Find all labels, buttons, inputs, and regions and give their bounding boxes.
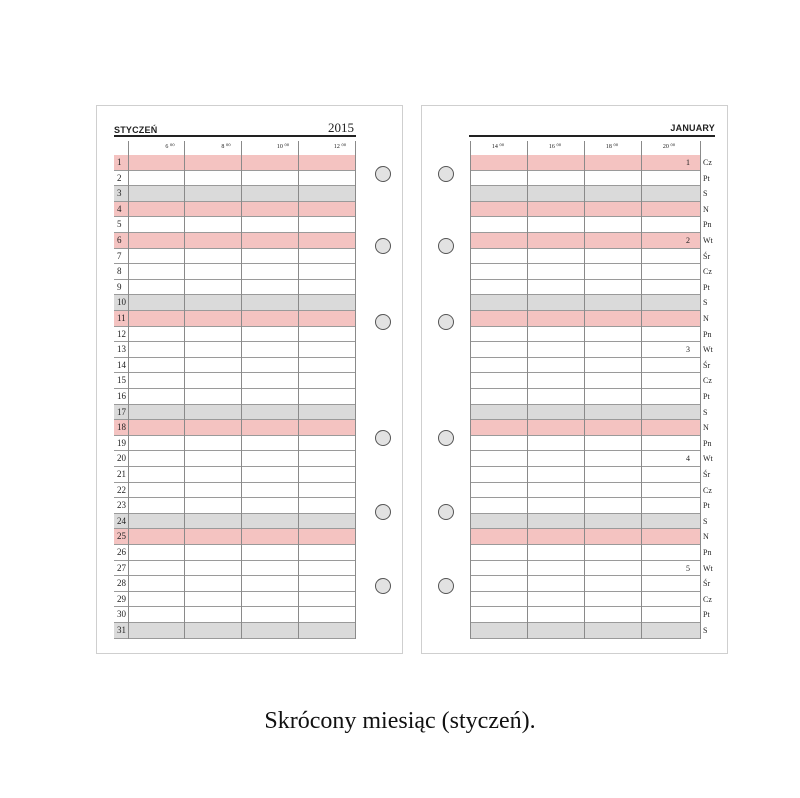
- weekday-label: Wt: [703, 454, 713, 464]
- day-row: [470, 467, 700, 483]
- binder-hole-icon: [375, 238, 391, 254]
- weekday-label: Pt: [703, 392, 710, 401]
- day-number: 11: [117, 313, 126, 323]
- day-row: [470, 358, 700, 374]
- weekday-label: Pn: [703, 438, 712, 448]
- day-row: [470, 623, 700, 639]
- column-divider: [128, 141, 129, 639]
- day-row: [114, 217, 355, 233]
- day-row: [470, 420, 700, 436]
- weekday-label: Pt: [703, 173, 710, 183]
- weekday-label: Śr: [703, 251, 711, 261]
- time-label: 8 ⁰⁰: [221, 144, 231, 150]
- weekday-label: S: [703, 626, 708, 635]
- week-number: 2: [686, 236, 690, 245]
- column-divider: [241, 141, 242, 639]
- weekday-label: S: [703, 189, 708, 199]
- binder-hole-icon: [438, 314, 454, 330]
- binder-hole-icon: [438, 578, 454, 594]
- day-row: [114, 233, 355, 249]
- binder-hole-icon: [375, 578, 391, 594]
- day-row: [114, 202, 355, 218]
- day-number: 28: [117, 578, 126, 589]
- weekday-label: N: [703, 532, 709, 542]
- day-number: 17: [117, 406, 126, 417]
- weekday-label: Pn: [703, 220, 712, 230]
- day-row: [114, 592, 355, 608]
- day-row: [470, 389, 700, 405]
- day-row: [114, 171, 355, 187]
- day-number: 4: [117, 203, 122, 214]
- day-row: [114, 420, 355, 436]
- weekday-label: Śr: [703, 579, 711, 589]
- binder-hole-icon: [375, 166, 391, 182]
- weekday-label: Cz: [703, 594, 712, 604]
- day-row: [114, 405, 355, 421]
- header-rule: [114, 135, 356, 137]
- year-label: 2015: [328, 120, 354, 135]
- day-row: [114, 529, 355, 545]
- day-number: 9: [117, 281, 122, 292]
- binder-hole-icon: [438, 166, 454, 182]
- day-row: [114, 514, 355, 530]
- day-number: 10: [117, 297, 126, 308]
- day-row: [470, 233, 700, 249]
- day-number: 8: [117, 266, 122, 277]
- month-title-pl: STYCZEŃ: [114, 125, 158, 135]
- day-row: [114, 358, 355, 374]
- day-row: [114, 342, 355, 358]
- day-row: [470, 592, 700, 608]
- day-row: [470, 561, 700, 577]
- weekday-label: S: [703, 516, 708, 526]
- column-divider: [355, 141, 356, 639]
- day-number: 7: [117, 250, 122, 261]
- time-label: 14 ⁰⁰: [491, 144, 505, 150]
- day-row: [114, 249, 355, 265]
- day-row: [114, 264, 355, 280]
- day-row: [470, 373, 700, 389]
- column-divider: [641, 141, 642, 639]
- binder-hole-icon: [375, 430, 391, 446]
- day-row: [114, 295, 355, 311]
- day-number: 13: [117, 344, 126, 355]
- time-label: 12 ⁰⁰: [333, 144, 347, 150]
- day-number: 23: [117, 500, 126, 511]
- week-number: 3: [686, 345, 690, 355]
- weekday-label: Cz: [703, 158, 712, 167]
- day-row: [470, 498, 700, 514]
- weekday-label: N: [703, 314, 709, 323]
- day-row: [114, 545, 355, 561]
- time-label: 16 ⁰⁰: [548, 144, 562, 150]
- weekday-label: N: [703, 204, 709, 214]
- day-row: [470, 295, 700, 311]
- day-row: [114, 373, 355, 389]
- column-divider: [184, 141, 185, 639]
- day-number: 27: [117, 562, 126, 573]
- day-row: [470, 327, 700, 343]
- time-label: 20 ⁰⁰: [662, 144, 676, 150]
- binder-hole-icon: [438, 430, 454, 446]
- week-number: 4: [686, 454, 690, 464]
- weekday-label: Pt: [703, 501, 710, 511]
- weekday-label: Pt: [703, 282, 710, 292]
- day-row: [470, 514, 700, 530]
- day-number: 24: [117, 515, 126, 526]
- weekday-label: Śr: [703, 360, 711, 370]
- column-divider: [470, 141, 471, 639]
- column-divider: [700, 141, 701, 639]
- day-row: [114, 483, 355, 499]
- day-number: 31: [117, 625, 126, 635]
- weekday-label: N: [703, 423, 709, 433]
- left-planner-page: [96, 105, 403, 654]
- day-row: [470, 202, 700, 218]
- binder-hole-icon: [375, 314, 391, 330]
- day-row: [114, 280, 355, 296]
- day-row: [470, 217, 700, 233]
- day-row: [114, 467, 355, 483]
- day-row: [470, 607, 700, 623]
- day-row: [470, 451, 700, 467]
- day-number: 5: [117, 219, 122, 230]
- day-row: [114, 576, 355, 592]
- day-number: 14: [117, 359, 126, 370]
- weekday-label: S: [703, 298, 708, 308]
- day-number: 18: [117, 422, 126, 433]
- day-row: [470, 264, 700, 280]
- day-row: [114, 186, 355, 202]
- weekday-label: Wt: [703, 563, 713, 573]
- binder-hole-icon: [438, 504, 454, 520]
- day-row: [114, 327, 355, 343]
- day-row: [114, 498, 355, 514]
- day-row: [114, 607, 355, 623]
- day-row: [114, 436, 355, 452]
- month-title-en: JANUARY: [670, 123, 715, 133]
- day-row: [470, 545, 700, 561]
- day-number: 21: [117, 469, 126, 479]
- time-label: 6 ⁰⁰: [165, 144, 175, 150]
- weekday-label: Cz: [703, 267, 712, 277]
- column-divider: [527, 141, 528, 639]
- day-row: [114, 451, 355, 467]
- day-row: [114, 311, 355, 327]
- time-label: 18 ⁰⁰: [605, 144, 619, 150]
- day-row: [470, 280, 700, 296]
- weekday-label: S: [703, 407, 708, 417]
- day-row: [470, 186, 700, 202]
- day-number: 12: [117, 328, 126, 339]
- day-number: 16: [117, 391, 126, 401]
- binder-hole-icon: [375, 504, 391, 520]
- weekday-label: Wt: [703, 345, 713, 355]
- time-label: 10 ⁰⁰: [276, 144, 290, 150]
- day-number: 29: [117, 593, 126, 604]
- day-row: [470, 171, 700, 187]
- weekday-label: Pn: [703, 548, 712, 557]
- day-row: [470, 405, 700, 421]
- column-divider: [298, 141, 299, 639]
- right-planner-page: [421, 105, 728, 654]
- day-number: 2: [117, 172, 122, 183]
- weekday-label: Śr: [703, 470, 711, 479]
- binder-hole-icon: [438, 238, 454, 254]
- weekday-label: Pt: [703, 610, 710, 620]
- day-row: [470, 436, 700, 452]
- day-number: 3: [117, 188, 122, 199]
- day-number: 26: [117, 547, 126, 557]
- header-rule: [469, 135, 715, 137]
- day-row: [470, 342, 700, 358]
- weekday-label: Wt: [703, 236, 713, 245]
- day-number: 30: [117, 609, 126, 620]
- weekday-label: Cz: [703, 485, 712, 495]
- day-row: [114, 389, 355, 405]
- day-row: [470, 249, 700, 265]
- weekday-label: Cz: [703, 376, 712, 386]
- day-row: [470, 155, 700, 171]
- day-number: 22: [117, 484, 126, 495]
- day-number: 6: [117, 235, 122, 245]
- day-number: 20: [117, 453, 126, 464]
- week-number: 5: [686, 563, 690, 573]
- week-number: 1: [686, 158, 690, 167]
- day-row: [114, 561, 355, 577]
- day-row: [114, 155, 355, 171]
- day-row: [470, 576, 700, 592]
- day-number: 19: [117, 437, 126, 448]
- weekday-label: Pn: [703, 329, 712, 339]
- day-number: 1: [117, 157, 122, 167]
- day-number: 15: [117, 375, 126, 386]
- day-row: [470, 311, 700, 327]
- caption: Skrócony miesiąc (styczeń).: [264, 708, 536, 734]
- day-row: [470, 529, 700, 545]
- column-divider: [584, 141, 585, 639]
- day-row: [470, 483, 700, 499]
- day-number: 25: [117, 531, 126, 542]
- day-row: [114, 623, 355, 639]
